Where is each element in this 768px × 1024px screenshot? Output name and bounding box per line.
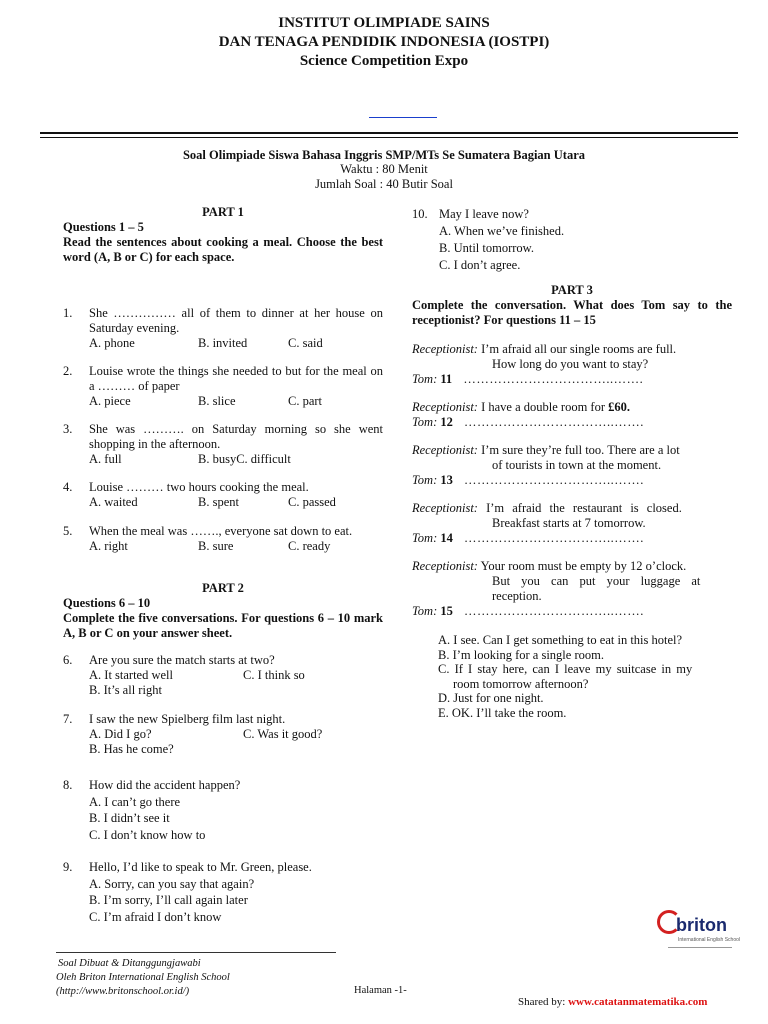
question-9 [63, 859, 383, 925]
option-a: A. Did I go? [89, 727, 152, 741]
question-number: 3. [63, 422, 73, 436]
exam-time: Waktu : 80 Menit [340, 162, 428, 176]
answer-blank: ……………………………..……. [463, 372, 644, 386]
question-number: 10. [412, 207, 428, 221]
option-a: A. When we’ve finished. [439, 224, 565, 238]
option-c: C. I’m afraid I don’t know [89, 909, 222, 924]
option-b: B. spent [198, 495, 239, 509]
header-rule-thick [40, 132, 738, 134]
conversation-13 [412, 443, 732, 488]
question-number: 6. [63, 653, 73, 667]
receptionist-line-cont: How long do you want to stay? [492, 357, 649, 371]
question-number: 8. [63, 778, 73, 792]
receptionist-line-cont: But you can put your luggage at [492, 574, 701, 588]
receptionist-label: Receptionist: [412, 342, 478, 356]
briton-logo [650, 905, 740, 965]
part1-heading: PART 1 [202, 205, 244, 219]
question-text: Are you sure the match starts at two? [89, 653, 275, 667]
option-e: E. OK. I’ll take the room. [438, 705, 567, 720]
question-8 [63, 777, 383, 843]
option-c: C. If I stay here, can I leave my suitcase in my [438, 662, 693, 676]
option-b: B. I didn’t see it [89, 811, 170, 825]
options-row [89, 336, 383, 351]
option-c: C. passed [288, 495, 336, 509]
tom-label: Tom: [412, 473, 438, 487]
option-a: A. waited [89, 495, 138, 509]
option-d: D. Just for one night. [438, 691, 544, 705]
option-b: B. It’s all right [89, 683, 162, 697]
option-c: C. said [288, 336, 323, 350]
question-number: 2. [63, 364, 73, 378]
answer-number: 14 [440, 531, 453, 545]
question-number: 4. [63, 480, 73, 494]
option-a: A. It started well [89, 668, 174, 682]
blank-link-underline [369, 117, 437, 118]
shared-label: Shared by: [518, 996, 569, 1008]
receptionist-line-cont: Breakfast starts at 7 tomorrow. [492, 516, 646, 530]
option-b: B. slice [198, 394, 236, 408]
question-text: Louise ……… two hours cooking the meal. [89, 480, 309, 494]
option-a: A. phone [89, 336, 135, 350]
question-1 [63, 306, 383, 351]
question-text: I saw the new Spielberg film last night. [89, 712, 286, 726]
receptionist-line: I’m sure they’re full too. There are a lot [481, 443, 680, 457]
shared-url-link[interactable]: www.catatanmatematika.com [568, 996, 708, 1008]
option-a: A. right [89, 539, 128, 553]
question-10 [412, 206, 732, 274]
options-row [89, 452, 383, 467]
question-4 [63, 480, 383, 510]
exam-question-count: Jumlah Soal : 40 Butir Soal [315, 177, 453, 191]
exam-title: Soal Olimpiade Siswa Bahasa Inggris SMP/MTs Se Sumatera Bagian Utara [182, 148, 585, 162]
option-b: B. Until tomorrow. [439, 241, 535, 255]
question-number: 5. [63, 524, 73, 538]
part2-instruction: Complete the five conversations. For questions 6 – 10 mark A, B or C on your answer sheet. [63, 611, 383, 640]
option-b: B. busyC. difficult [198, 452, 291, 466]
option-a: A. piece [89, 394, 131, 408]
option-c: C. I don’t agree. [439, 258, 521, 272]
option-b: B. sure [198, 539, 234, 553]
option-b: B. Has he come? [89, 742, 174, 756]
question-text: When the meal was ……., everyone sat down to eat. [89, 524, 353, 538]
option-a: A. I see. Can I get something to eat in this hotel? [438, 633, 683, 647]
part3-options [438, 633, 734, 720]
option-c: C. part [288, 394, 323, 408]
part2-header [63, 581, 383, 641]
tom-label: Tom: [412, 415, 438, 429]
receptionist-line: I’m afraid all our single rooms are full. [481, 342, 677, 356]
part1-range: Questions 1 – 5 [63, 220, 144, 234]
logo-wordmark: briton [676, 915, 727, 935]
answer-number: 13 [440, 473, 453, 487]
question-text: How did the accident happen? [89, 778, 241, 792]
tom-label: Tom: [412, 531, 438, 545]
header-rule-thin [40, 137, 738, 138]
answer-blank: ……………………………..……. [464, 531, 644, 545]
part3-heading: PART 3 [551, 283, 593, 297]
options-row [89, 668, 383, 683]
question-number: 7. [63, 712, 73, 726]
answer-blank: ……………………………..……. [464, 415, 644, 429]
question-3 [63, 422, 383, 467]
footer-website[interactable]: (http://www.britonschool.or.id/) [56, 986, 190, 997]
conversation-11 [412, 342, 732, 387]
answer-blank: ……………………………..……. [464, 604, 644, 618]
receptionist-line: I’m afraid the restaurant is closed. [486, 501, 682, 515]
question-text: Louise wrote the things she needed to but for the meal on a ……… of paper [89, 364, 383, 393]
receptionist-label: Receptionist: [412, 501, 478, 515]
event-title: Science Competition Expo [299, 53, 469, 69]
question-text: May I leave now? [439, 207, 529, 221]
footer-line1: Soal Dibuat & Ditanggungjawabi [58, 958, 201, 969]
part1-instruction: Read the sentences about cooking a meal. Choose the best word (A, B or C) for each space. [63, 235, 383, 264]
answer-number: 12 [440, 415, 453, 429]
question-text: Hello, I’d like to speak to Mr. Green, please. [89, 860, 312, 874]
institute-title-line2: DAN TENAGA PENDIDIK INDONESIA (IOSTPI) [218, 34, 550, 50]
part2-range: Questions 6 – 10 [63, 596, 151, 610]
option-c: C. ready [288, 539, 331, 553]
part3-instruction: Complete the conversation. What does Tom say to the receptionist? For questions 11 – 15 [412, 298, 732, 327]
receptionist-line-cont: of tourists in town at the moment. [492, 458, 662, 472]
logo-subtext: International English School [678, 937, 740, 943]
price: £60. [608, 400, 630, 414]
option-c-cont: room tomorrow afternoon? [453, 676, 589, 691]
answer-blank: ……………………………..……. [464, 473, 644, 487]
option-c: C. I think so [243, 668, 305, 682]
question-5 [63, 524, 383, 554]
options-row [89, 727, 383, 742]
answer-number: 15 [440, 604, 453, 618]
receptionist-line: Your room must be empty by 12 o’clock. [480, 559, 687, 573]
shared-by [518, 996, 707, 1008]
option-a: A. Sorry, can you say that again? [89, 876, 255, 891]
receptionist-line: I have a double room for [481, 400, 609, 414]
conversation-12 [412, 400, 732, 430]
options-row [89, 394, 383, 409]
options-row [89, 495, 383, 510]
receptionist-line-cont2: reception. [492, 589, 542, 603]
question-number: 1. [63, 306, 73, 320]
question-number: 9. [63, 860, 73, 874]
part3-header [412, 283, 732, 328]
question-text: She …………… all of them to dinner at her house on Saturday evening. [89, 306, 383, 335]
answer-number: 11 [440, 372, 453, 386]
option-c: C. I don’t know how to [89, 827, 206, 842]
footer-line2: Oleh Briton International English School [56, 972, 230, 983]
options-row [89, 539, 383, 554]
page-number: Halaman -1- [354, 985, 407, 996]
option-b: B. invited [198, 336, 248, 350]
footer-rule [56, 952, 336, 953]
option-c: C. Was it good? [243, 727, 323, 741]
receptionist-label: Receptionist: [412, 443, 478, 457]
logo-fine-print [668, 947, 732, 962]
option-a: A. I can’t go there [89, 794, 181, 809]
question-text: She was ………. on Saturday morning so she went shopping in the afternoon. [89, 422, 383, 451]
option-b: B. I’m looking for a single room. [438, 647, 604, 662]
option-a: A. full [89, 452, 122, 466]
conversation-14 [412, 501, 732, 546]
question-7 [63, 712, 383, 757]
part2-heading: PART 2 [202, 581, 244, 595]
conversation-15 [412, 559, 732, 619]
option-b: B. I’m sorry, I’ll call again later [89, 893, 248, 907]
institute-title-line1: INSTITUT OLIMPIADE SAINS [278, 15, 490, 31]
left-column [63, 205, 383, 265]
receptionist-label: Receptionist: [412, 559, 478, 573]
tom-label: Tom: [412, 604, 438, 618]
question-6 [63, 653, 383, 698]
tom-label: Tom: [412, 372, 438, 386]
receptionist-label: Receptionist: [412, 400, 478, 414]
question-2 [63, 364, 383, 409]
